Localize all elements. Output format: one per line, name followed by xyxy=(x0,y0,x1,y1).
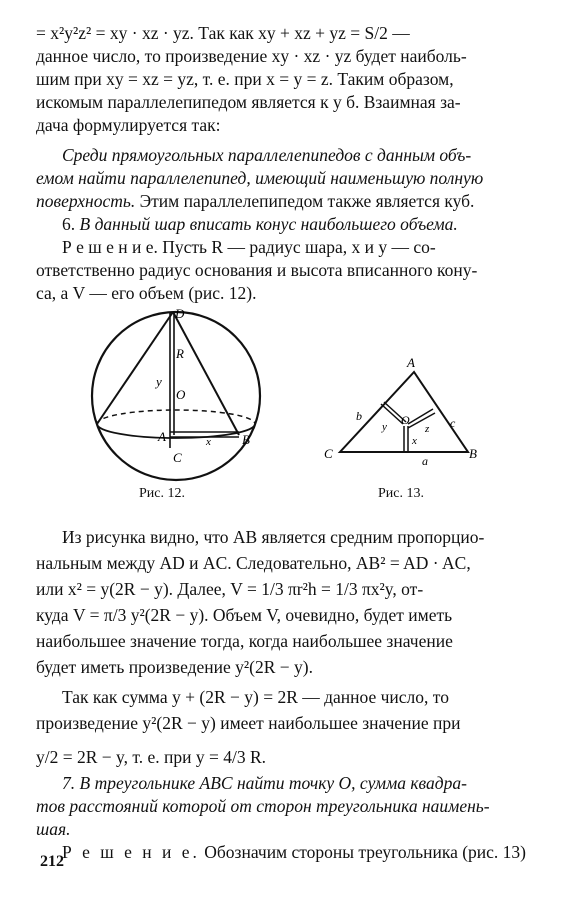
text-line: ответственно радиус основания и высота вписанного кону- xyxy=(36,260,478,280)
paragraph-max-product xyxy=(36,684,536,770)
text-line xyxy=(36,236,536,259)
label-a: a xyxy=(422,454,428,467)
label-y: y xyxy=(382,421,387,433)
label-y: y xyxy=(156,374,162,389)
label-D: D xyxy=(175,306,185,321)
problem-text: В данный шар вписать конус наибольшего объема. xyxy=(79,214,458,234)
italic-fragment: поверхность. xyxy=(36,191,136,211)
label-O: O xyxy=(401,413,410,427)
text-line: y/2 = 2R − y, т. е. при y = 4/3 R. xyxy=(36,747,266,767)
figure-13-caption: Рис. 13. xyxy=(378,486,424,501)
problem-number: 6. xyxy=(62,214,76,234)
text-line: произведение y²(2R − y) имеет наибольшее значение при xyxy=(36,713,461,733)
label-R: R xyxy=(176,346,184,361)
figure-12-cone-in-sphere xyxy=(80,300,280,485)
text-line: куда V = π/3 y²(2R − y). Объем V, очевидно, будет иметь xyxy=(36,605,453,625)
label-x: x xyxy=(412,435,417,447)
figure-12-caption: Рис. 12. xyxy=(139,486,185,501)
text-line: 7. В треугольнике ABC найти точку O, сумма квадра- xyxy=(62,773,467,793)
label-A: A xyxy=(158,429,166,444)
label-C: C xyxy=(173,450,182,465)
figure-13-triangle xyxy=(318,352,488,467)
text-line: шая. xyxy=(36,819,71,839)
text-line: данное число, то произведение xy · xz · yz будет наиболь- xyxy=(36,46,467,66)
problem-6-statement xyxy=(36,213,536,236)
label-B: B xyxy=(469,446,477,461)
paragraph-cone-derivation xyxy=(36,524,536,680)
text-line: = x²y²z² = xy · xz · yz. Так как xy + xz + yz = S/2 — xyxy=(36,23,410,43)
problem-6 xyxy=(36,213,536,305)
label-c: c xyxy=(450,416,456,430)
label-B: B xyxy=(242,432,250,447)
solution-word: Р е ш е н и е. xyxy=(62,237,158,257)
label-x: x xyxy=(206,436,211,448)
label-O: O xyxy=(176,387,186,402)
text-line: емом найти параллелепипед, имеющий наименьшую полную xyxy=(36,168,484,188)
label-b: b xyxy=(356,409,362,423)
paragraph-cube-conclusion xyxy=(36,22,536,137)
text-line: шим при xy = xz = yz, т. е. при x = y = z. Таким образом, xyxy=(36,69,454,89)
text-line: наибольшее значение тогда, когда наибольшее значение xyxy=(36,631,453,651)
text-line: тов расстояний которой от сторон треугольника наимень- xyxy=(36,796,490,816)
text-line xyxy=(36,841,536,864)
problem-7 xyxy=(36,772,536,864)
base-ellipse-front xyxy=(97,424,255,438)
text-line: Из рисунка видно, что AB является средним пропорцио- xyxy=(62,527,485,547)
text-line: Среди прямоугольных параллелепипедов с данным объ- xyxy=(62,145,472,165)
text-line: са, а V — его объем (рис. 12). xyxy=(36,283,257,303)
label-A: A xyxy=(407,355,415,370)
label-z: z xyxy=(425,423,430,435)
solution-word: Р е ш е н и е. xyxy=(62,842,200,862)
text-line: будет иметь произведение y²(2R − y). xyxy=(36,657,313,677)
text-line: нальным между AD и AC. Следовательно, AB² = AD · AC, xyxy=(36,553,471,573)
text-line: дача формулируется так: xyxy=(36,115,221,135)
text-fragment: Этим параллелепипедом также является куб. xyxy=(139,191,475,211)
label-C: C xyxy=(324,446,333,461)
text-fragment: Обозначим стороны треугольника (рис. 13) xyxy=(204,842,527,862)
text-fragment: Пусть R — радиус шара, x и y — со- xyxy=(162,237,436,257)
cone-left-edge xyxy=(97,312,173,424)
text-line: Так как сумма y + (2R − y) = 2R — данное число, то xyxy=(62,687,449,707)
text-line xyxy=(36,190,536,213)
page-number: 212 xyxy=(40,853,64,870)
text-line: или x² = y(2R − y). Далее, V = 1/3 πr²h = 1/3 πx²y, от- xyxy=(36,579,424,599)
text-line: искомым параллелепипедом является к у б. Взаимная за- xyxy=(36,92,461,112)
paragraph-dual-problem xyxy=(36,144,536,213)
